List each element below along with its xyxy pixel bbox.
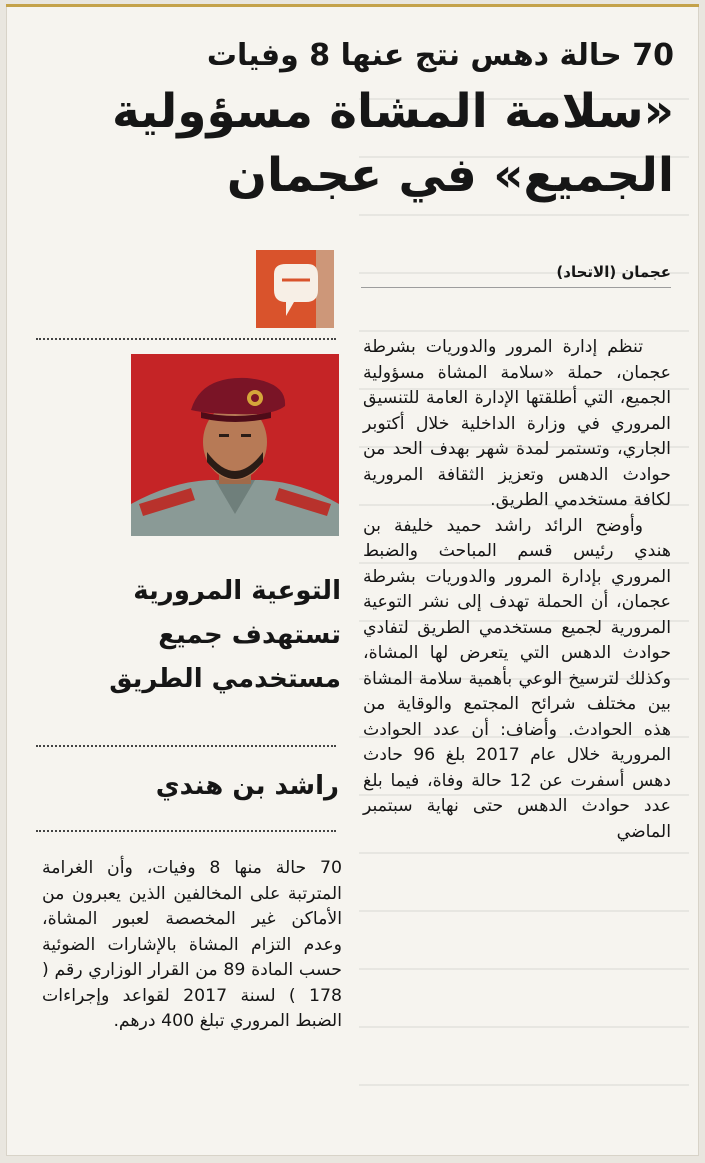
- portrait-illustration: [131, 354, 339, 536]
- pull-quote: [41, 569, 341, 701]
- dotted-divider-middle: [36, 745, 336, 747]
- dateline: عجمان (الاتحاد): [361, 260, 671, 288]
- logo-graphic: [256, 250, 334, 328]
- headline: [34, 36, 674, 208]
- byline-name: راشد بن هندي: [155, 771, 339, 801]
- article-column-right: [363, 335, 671, 845]
- pull-quote-line-3: مستخدمي الطريق: [109, 664, 341, 694]
- pull-quote-line-2: تستهدف جميع: [158, 620, 341, 650]
- article-column-left: [42, 856, 342, 1035]
- newspaper-clipping: [6, 4, 699, 1156]
- headline-line-2: «سلامة المشاة مسؤولية: [111, 84, 674, 139]
- officer-portrait: [131, 354, 339, 536]
- newspaper-logo-icon: [256, 250, 334, 328]
- pull-quote-line-1: التوعية المرورية: [133, 576, 341, 606]
- headline-line-3: الجميع» في عجمان: [226, 148, 674, 203]
- headline-line-1: 70 حالة دهس نتج عنها 8 وفيات: [206, 38, 674, 73]
- body-paragraph-3: 70 حالة منها 8 وفيات، وأن الغرامة المترتبة على المخالفين الذين يعبرون من الأماكن غير المخصصة لعبور المشاة، وعدم التزام المشاة بالإشارات الضوئية حسب المادة 89 من القرار الوزاري رقم ( 178 ) لسنة 2017 لقواعد وإجراءات الضبط المروري تبلغ 400 درهم.: [42, 858, 343, 1031]
- dotted-divider-top: [36, 338, 336, 340]
- dotted-divider-bottom: [36, 830, 336, 832]
- body-paragraph-1: تنظم إدارة المرور والدوريات بشرطة عجمان، حملة «سلامة المشاة مسؤولية الجميع، التي أطلقتها الإدارة العامة للتنسيق المروري في وزارة الداخلية خلال أكتوبر الجاري، وتستمر لمدة شهر بهدف الحد من حوادث الدهس وتعزيز الثقافة المرورية لكافة مستخدمي الطريق.: [363, 337, 671, 510]
- body-paragraph-2: وأوضح الرائد راشد حميد خليفة بن هندي رئيس قسم المباحث والضبط المروري بإدارة المرور والدوريات بشرطة عجمان، أن الحملة تهدف إلى نشر التوعية المرورية لجميع مستخدمي الطريق لتفادي حوادث الدهس التي يتعرض لها المشاة، وكذلك لترسيخ الوعي بأهمية سلامة المشاة بين مختلف شرائح المجتمع والوقاية من هذه الحوادث. وأضاف: أن عدد الحوادث المرورية خلال عام 2017 بلغ 96 حادث دهس أسفرت عن 12 حالة وفاة، فيما بلغ عدد حوادث الدهس حتى نهاية سبتمبر الماضي: [363, 515, 672, 842]
